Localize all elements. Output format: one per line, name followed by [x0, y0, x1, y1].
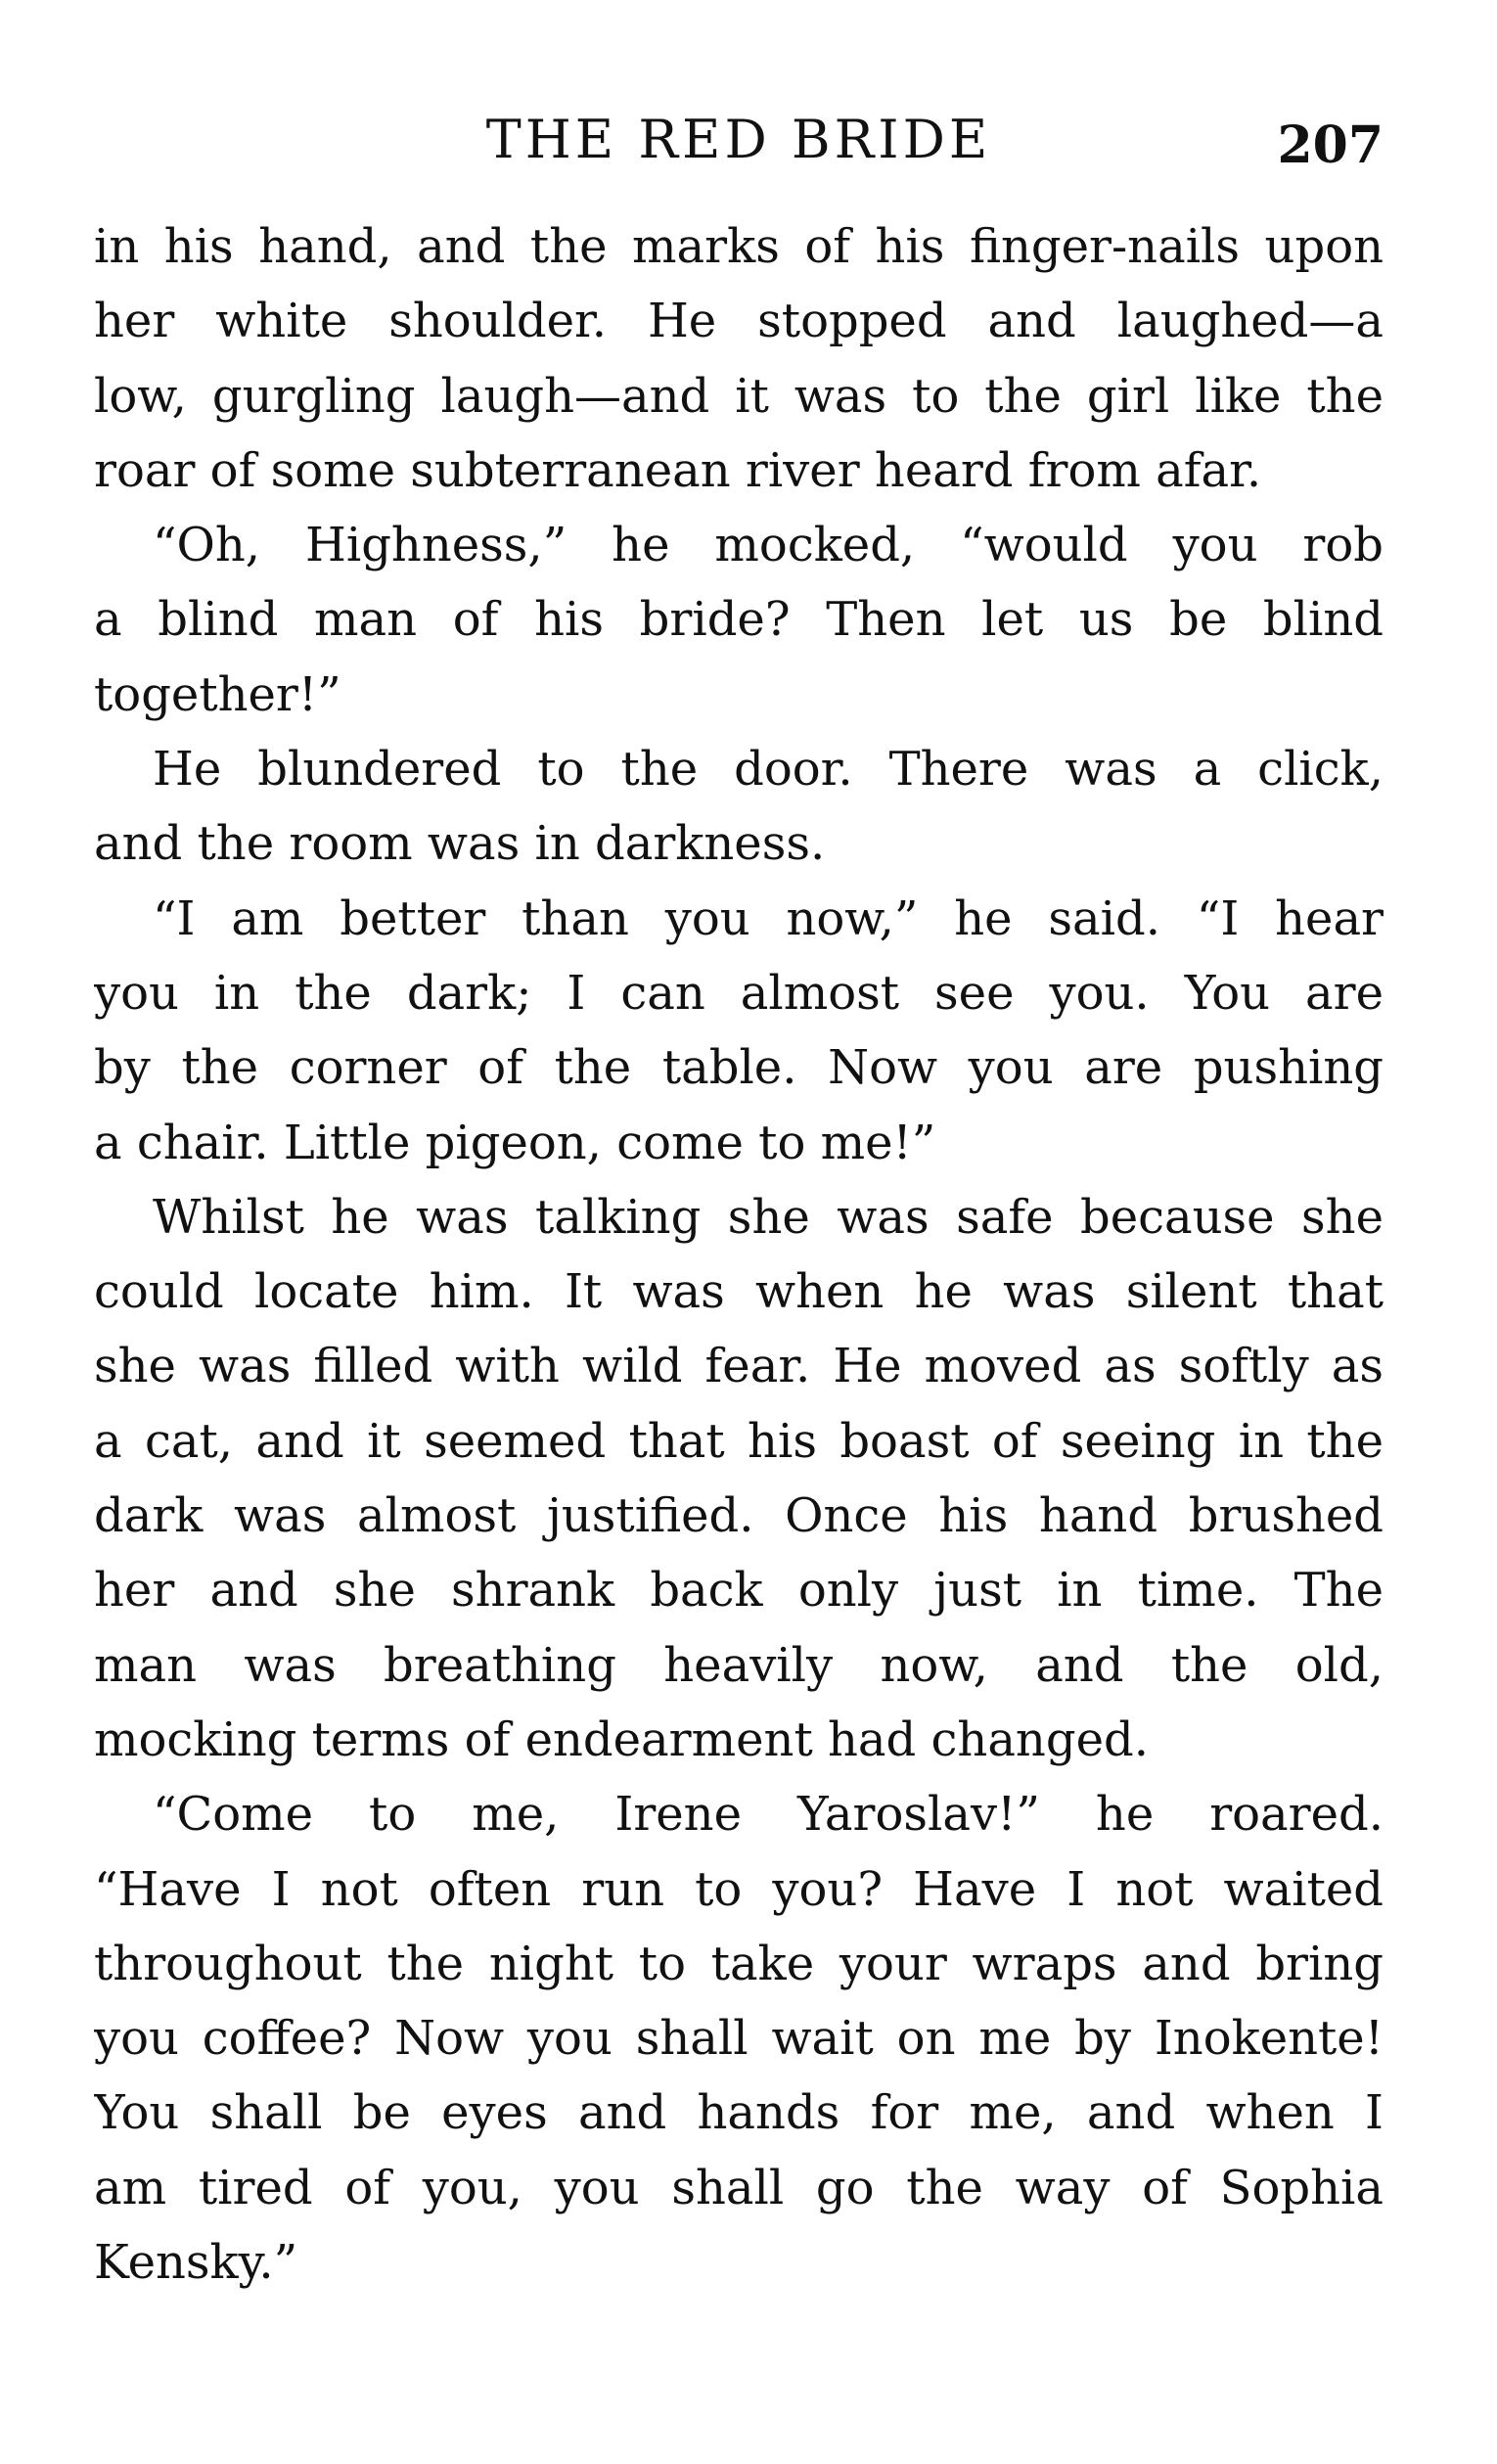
text-line: Whilst he was talking she was safe because she — [153, 1189, 1384, 1245]
text-line: You shall be eyes and hands for me, and when I — [94, 2085, 1384, 2141]
text-line: she was filled with wild fear. He moved as softly as — [94, 1339, 1384, 1394]
running-head — [94, 106, 1384, 174]
text-line: throughout the night to take your wraps and bring — [94, 1936, 1384, 1991]
text-line: a cat, and it seemed that his boast of seeing in the — [94, 1413, 1384, 1469]
text-line: “Have I not often run to you? Have I not waited — [94, 1861, 1384, 1917]
text-line: and the room was in darkness. — [94, 816, 826, 872]
text-line: He blundered to the door. There was a click, — [153, 742, 1384, 798]
text-line: a chair. Little pigeon, come to me!” — [94, 1115, 936, 1170]
text-line: her white shoulder. He stopped and laughed—a — [94, 294, 1384, 349]
body-text — [94, 209, 1384, 2300]
text-line: together!” — [94, 666, 341, 722]
text-line: roar of some subterranean river heard from afar. — [94, 442, 1262, 498]
text-line: man was breathing heavily now, and the old, — [94, 1637, 1384, 1693]
text-line: “I am better than you now,” he said. “I hear — [153, 890, 1384, 946]
text-line: by the corner of the table. Now you are pushing — [94, 1040, 1384, 1096]
text-line: her and she shrank back only just in time. The — [94, 1563, 1384, 1619]
text-line: a blind man of his bride? Then let us be blind — [94, 592, 1384, 648]
page-number: 207 — [1277, 115, 1384, 175]
running-title: THE RED BRIDE — [485, 109, 992, 170]
text-line: “Oh, Highness,” he mocked, “would you rob — [153, 518, 1384, 573]
text-line: mocking terms of endearment had changed. — [94, 1711, 1149, 1767]
text-line: in his hand, and the marks of his finger-nails upon — [94, 219, 1384, 274]
text-line: you in the dark; I can almost see you. You are — [94, 965, 1384, 1021]
text-line: could locate him. It was when he was silent that — [94, 1264, 1384, 1320]
text-line: “Come to me, Irene Yaroslav!” he roared. — [153, 1787, 1384, 1843]
text-line: Kensky.” — [94, 2235, 298, 2291]
text-line: you coffee? Now you shall wait on me by Inokente! — [94, 2011, 1384, 2067]
text-line: am tired of you, you shall go the way of Sophia — [94, 2160, 1384, 2215]
text-line: low, gurgling laugh—and it was to the girl like the — [94, 368, 1384, 424]
text-line: dark was almost justified. Once his hand brushed — [94, 1488, 1384, 1544]
